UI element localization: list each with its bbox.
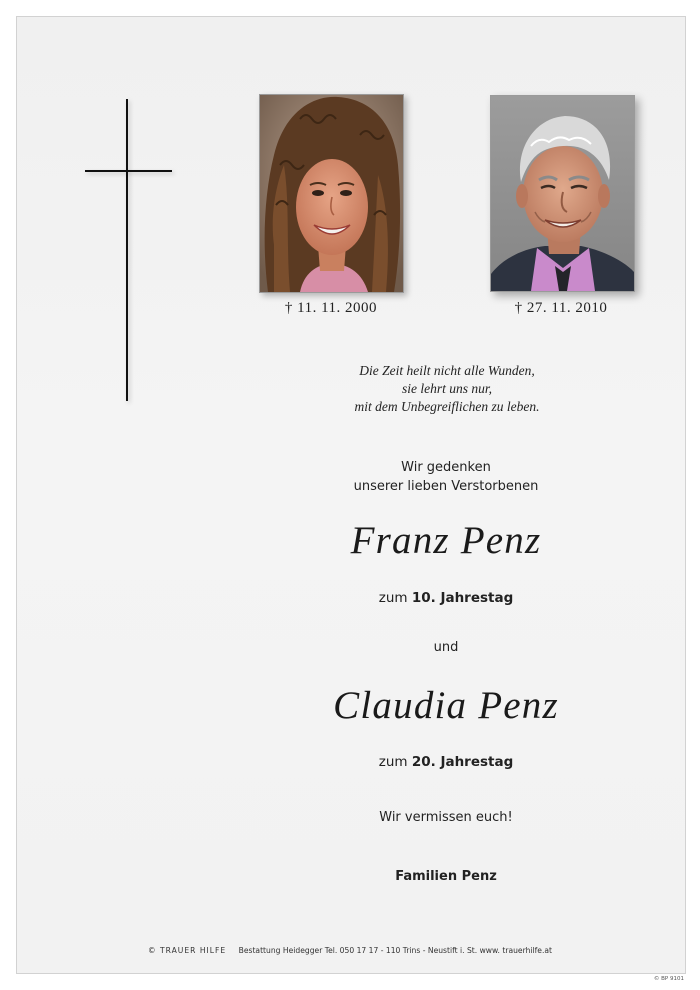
anniversary-franz bbox=[296, 590, 596, 606]
anniversary-prefix: zum bbox=[378, 754, 408, 770]
quote-line-2: sie lehrt uns nur, bbox=[401, 381, 492, 396]
quote-line-1: Die Zeit heilt nicht alle Wunden, bbox=[359, 363, 535, 378]
footer-text: Bestattung Heidegger Tel. 050 17 17 - 110 Trins - Neustift i. St. www. trauerhilfe.at bbox=[238, 946, 553, 955]
deceased-name-franz: Franz Penz bbox=[350, 519, 542, 562]
remembrance-line-2: unserer lieben Verstorbenen bbox=[353, 479, 539, 494]
anniversary-claudia bbox=[296, 754, 596, 770]
anniversary-value: 20. Jahrestag bbox=[411, 754, 514, 770]
portrait-photo-right bbox=[490, 95, 635, 292]
print-code: © BP 9101 bbox=[653, 976, 684, 982]
remembrance-line-1: Wir gedenken bbox=[401, 460, 491, 475]
footer-credits bbox=[40, 946, 660, 955]
death-date-left: † 11. 11. 2000 bbox=[284, 300, 378, 316]
portrait-woman-image bbox=[260, 95, 403, 292]
portrait-photo-left bbox=[259, 94, 404, 293]
closing-line: Wir vermissen euch! bbox=[379, 810, 513, 825]
quote-line-3: mit dem Unbegreiflichen zu leben. bbox=[354, 399, 540, 414]
deceased-name-claudia: Claudia Penz bbox=[333, 684, 559, 727]
cross-horizontal-bar bbox=[85, 170, 172, 172]
memorial-quote bbox=[300, 362, 594, 416]
connector-und: und bbox=[433, 640, 459, 655]
portrait-man-image bbox=[491, 96, 634, 291]
trauer-hilfe-logo: © TRAUER HILFE bbox=[147, 946, 227, 955]
cross-vertical-bar bbox=[126, 99, 128, 401]
death-date-right: † 27. 11. 2010 bbox=[514, 300, 608, 316]
anniversary-prefix: zum bbox=[378, 590, 408, 606]
anniversary-value: 10. Jahrestag bbox=[411, 590, 514, 606]
family-signature: Familien Penz bbox=[395, 869, 497, 884]
remembrance-text bbox=[296, 458, 596, 496]
